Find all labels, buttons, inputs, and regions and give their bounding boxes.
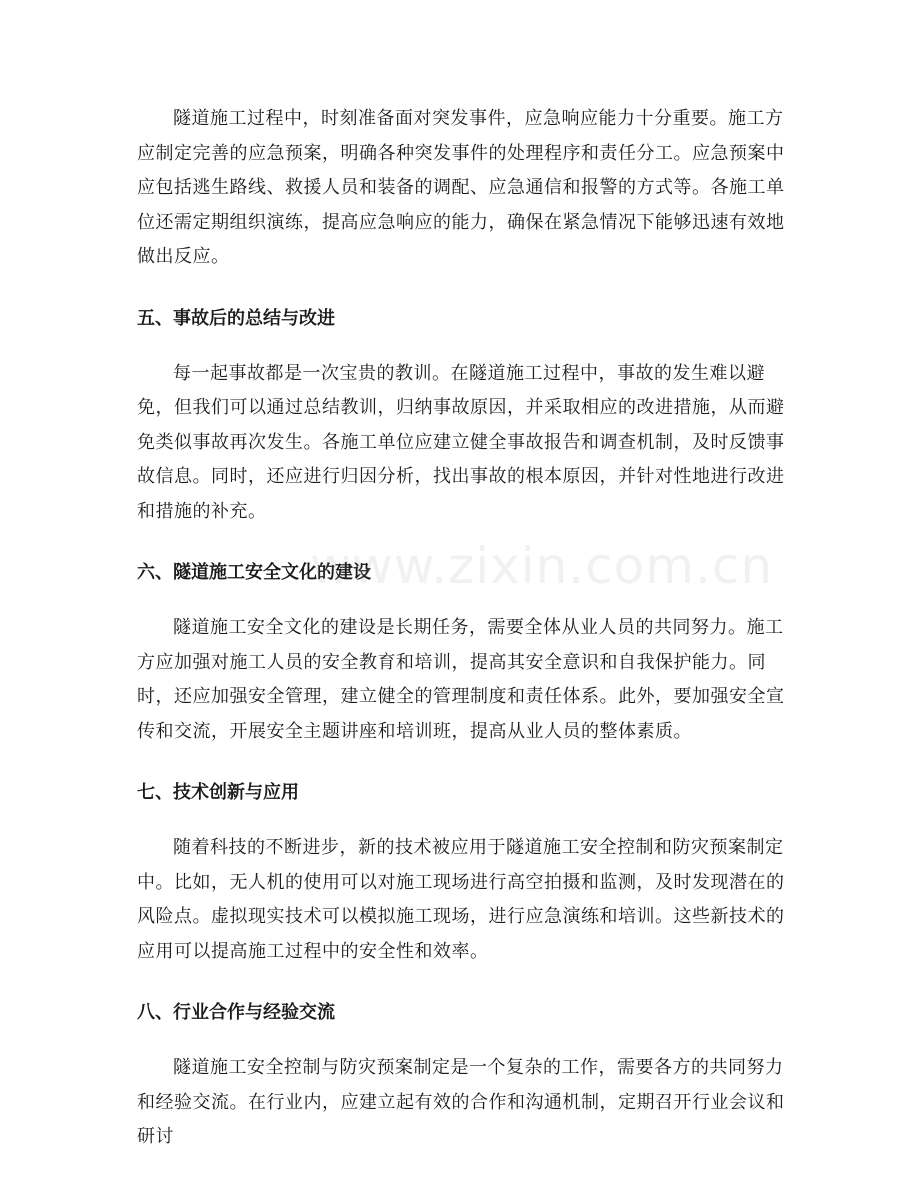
- paragraph-accident-summary: 每一起事故都是一次宝贵的教训。在隧道施工过程中，事故的发生难以避免，但我们可以通过总结教训，归纳事故原因，并采取相应的改进措施，从而避免类似事故再次发生。各施工单位应建立健全事故报告和调查机制，及时反馈事故信息。同时，还应进行归因分析，找出事故的根本原因，并针对性地进行改进和措施的补充。: [137, 362, 785, 522]
- paragraph-tech-innovation: 随着科技的不断进步，新的技术被应用于隧道施工安全控制和防灾预案制定中。比如，无人机的使用可以对施工现场进行高空拍摄和监测，及时发现潜在的风险点。虚拟现实技术可以模拟施工现场，进行应急演练和培训。这些新技术的应用可以提高施工过程中的安全性和效率。: [137, 837, 785, 962]
- section-heading-5: 五、事故后的总结与改进: [137, 307, 335, 329]
- section-heading-7: 七、技术创新与应用: [137, 782, 299, 803]
- watermark-text: www.zixin.com.cn: [310, 537, 774, 595]
- section-heading-6: 六、隧道施工安全文化的建设: [137, 562, 371, 583]
- section-heading-8: 八、行业合作与经验交流: [137, 1002, 335, 1023]
- paragraph-emergency-response: 隧道施工过程中，时刻准备面对突发事件，应急响应能力十分重要。施工方应制定完善的应急预案，明确各种突发事件的处理程序和责任分工。应急预案中应包括逃生路线、救援人员和装备的调配、应急通信和报警的方式等。各施工单位还需定期组织演练，提高应急响应的能力，确保在紧急情况下能够迅速有效地做出反应。: [137, 108, 785, 267]
- document-body: [137, 102, 785, 1155]
- paragraph-safety-culture: 隧道施工安全文化的建设是长期任务，需要全体从业人员的共同努力。施工方应加强对施工人员的安全教育和培训，提高其安全意识和自我保护能力。同时，还应加强安全管理，建立健全的管理制度和责任体系。此外，要加强安全宣传和交流，开展安全主题讲座和培训班，提高从业人员的整体素质。: [137, 617, 785, 742]
- paragraph-industry-cooperation: 隧道施工安全控制与防灾预案制定是一个复杂的工作，需要各方的共同努力和经验交流。在行业内，应建立起有效的合作和沟通机制，定期召开行业会议和研讨: [137, 1057, 785, 1147]
